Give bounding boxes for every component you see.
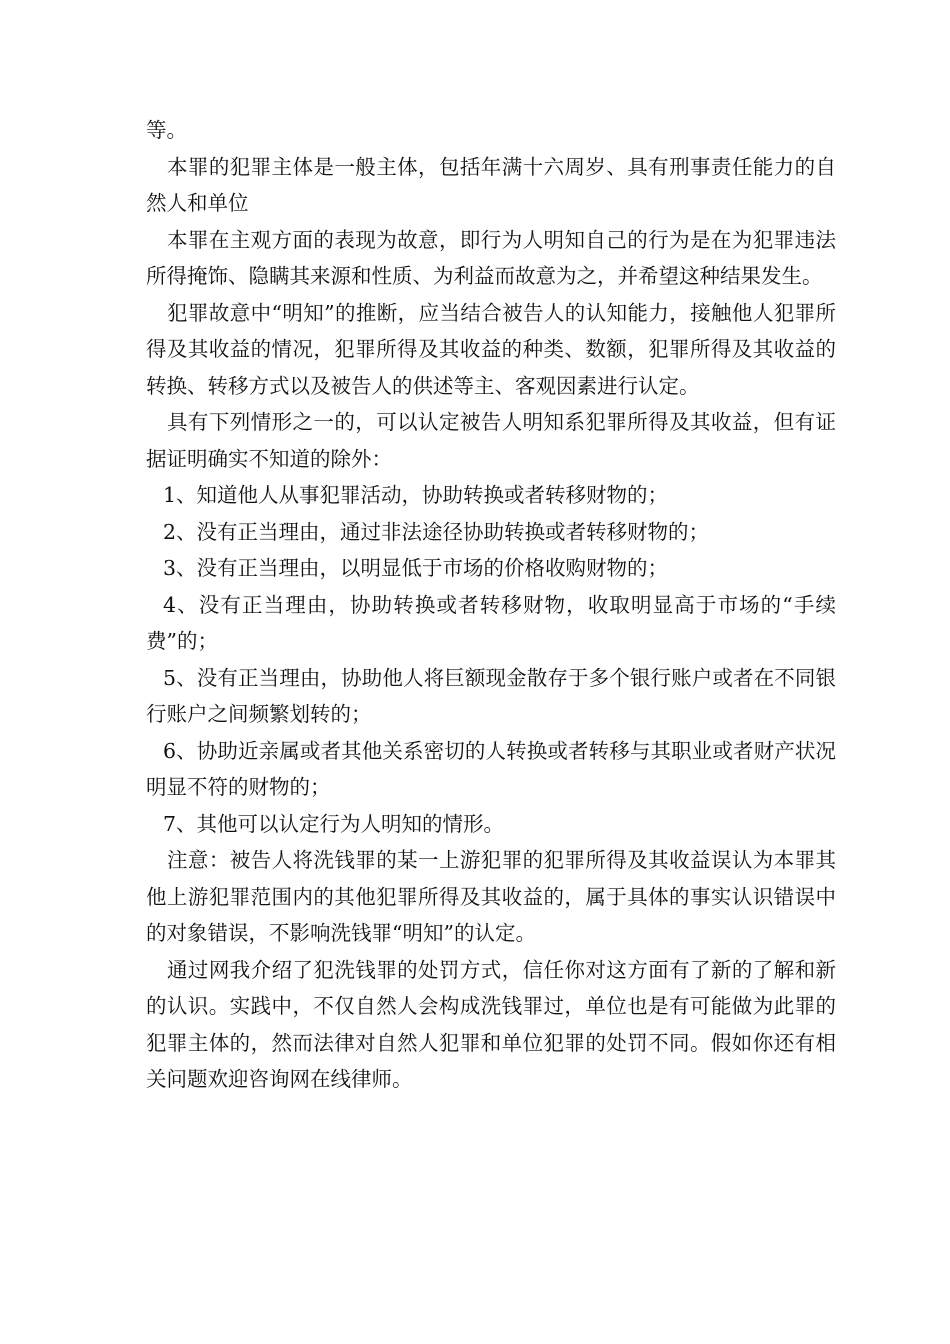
list-item-2: 2、没有正当理由，通过非法途径协助转换或者转移财物的； xyxy=(163,519,710,544)
paragraph-circumstances-intro: 具有下列情形之一的，可以认定被告人明知系犯罪所得及其收益，但有证据证明确实不知道的除外： xyxy=(146,410,836,471)
paragraph-conclusion: 通过网我介绍了犯洗钱罪的处罚方式，信任你对这方面有了新的了解和新的认识。实践中，不仅自然人会构成洗钱罪过，单位也是有可能做为此罪的犯罪主体的，然而法律对自然人犯罪和单位犯罪的处罚不同。假如你还有相关问题欢迎咨询网在线律师。 xyxy=(146,957,836,1091)
list-item-4: 4、没有正当理由，协助转换或者转移财物，收取明显高于市场的“手续费”的； xyxy=(146,592,836,653)
list-item-3: 3、没有正当理由，以明显低于市场的价格收购财物的； xyxy=(163,556,669,580)
paragraph-subject: 本罪的犯罪主体是一般主体，包括年满十六周岁、具有刑事责任能力的自然人和单位 xyxy=(146,154,836,215)
paragraph-continuation: 等。 xyxy=(146,118,187,142)
list-item-7: 7、其他可以认定行为人明知的情形。 xyxy=(163,811,505,836)
paragraph-knowledge-inference: 犯罪故意中“明知”的推断，应当结合被告人的认知能力，接触他人犯罪所得及其收益的情况，犯罪所得及其收益的种类、数额，犯罪所得及其收益的转换、转移方式以及被告人的供述等主、客观因素进行认定。 xyxy=(146,300,836,398)
paragraph-note: 注意：被告人将洗钱罪的某一上游犯罪的犯罪所得及其收益误认为本罪其他上游犯罪范围内的其他犯罪所得及其收益的，属于具体的事实认识错误中的对象错误，不影响洗钱罪“明知”的认定。 xyxy=(146,848,836,945)
list-item-5: 5、没有正当理由，协助他人将巨额现金散存于多个银行账户或者在不同银行账户之间频繁划转的； xyxy=(146,665,836,726)
list-item-6: 6、协助近亲属或者其他关系密切的人转换或者转移与其职业或者财产状况明显不符的财物的； xyxy=(146,738,836,799)
paragraph-subjective-aspect: 本罪在主观方面的表现为故意，即行为人明知自己的行为是在为犯罪违法所得掩饰、隐瞒其来源和性质、为利益而故意为之，并希望这种结果发生。 xyxy=(146,227,836,288)
document-page xyxy=(146,112,836,1098)
list-item-1: 1、知道他人从事犯罪活动，协助转换或者转移财物的； xyxy=(163,483,669,507)
